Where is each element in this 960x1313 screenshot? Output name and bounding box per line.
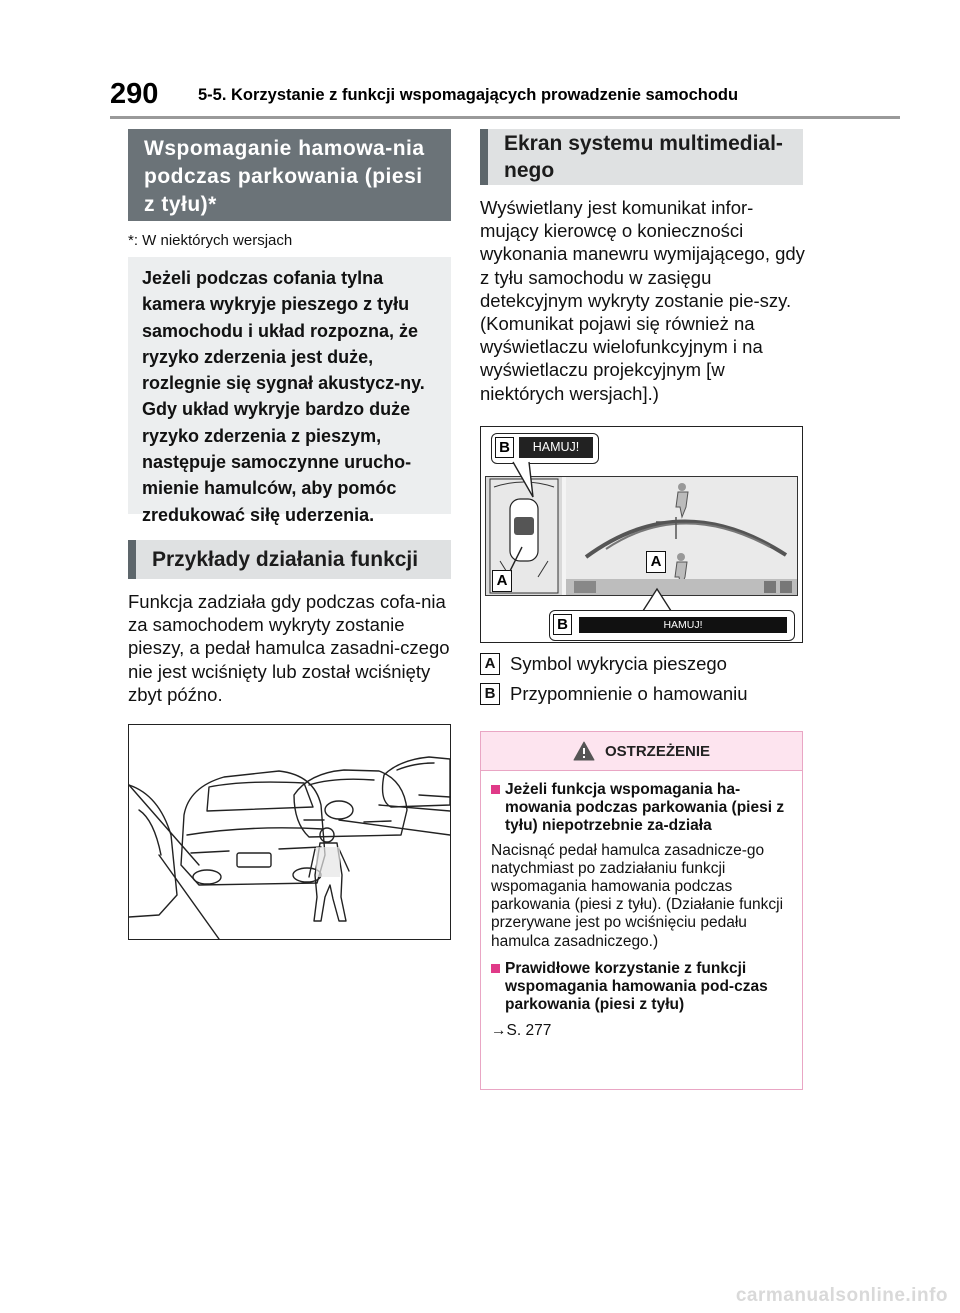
info-box: Jeżeli podczas cofania tylna kamera wykryje pieszego z tyłu samochodu i układ rozpozna, że ryzyko zderzenia jest duże, rozlegnie się sygnał akustycz-ny. Gdy układ wykryje bardzo duże ryzyko zderzenia z pieszym, następuje samoczynne urucho-mienie hamulców, aby pomóc zredukować siłę uderzenia. (128, 257, 451, 514)
legend-row-a (480, 653, 727, 675)
watermark: carmanualsonline.info (735, 1285, 948, 1306)
examples-text: Funkcja zadziała gdy podczas cofa-nia za samochodem wykryty zostanie pieszy, a pedał hamulca zasadni-czego nie jest wciśnięty lub został wciśnięty zbyt późno. (128, 591, 450, 705)
page-number: 290 (110, 78, 159, 110)
warning-box (480, 731, 803, 1090)
screen-description: Wyświetlany jest komunikat infor-mujący kierowcę o konieczności wykonania manewru wymijającego, gdy z tyłu samochodu w zasięgu detekcyjnym wykryty zostanie pie-szy. (Komunikat pojawi się również na wyświetlaczu wielofunkcyjnym i na wyświetlaczu projekcyjnym [w niektórych wersjach].) (480, 197, 805, 404)
warning-item-1 (491, 781, 790, 836)
marker-a-center: A (646, 551, 666, 573)
section-title-braking-assist: Wspomaganie hamowa-nia podczas parkowania (piesi z tyłu)* (128, 129, 451, 221)
warning-page-ref: →S. 277 (491, 1022, 552, 1040)
legend-text-b: Przypomnienie o hamowaniu (510, 683, 748, 704)
section-title-multimedia-screen: Ekran systemu multimedial-nego (480, 129, 803, 185)
marker-b-top: B (495, 437, 514, 458)
warning-title: OSTRZEŻENIE (604, 742, 710, 760)
parking-illustration (128, 724, 451, 940)
marker-a-left: A (492, 570, 512, 592)
marker-a-left-pointer (508, 545, 532, 575)
callout-top (491, 433, 599, 464)
footnote: *: W niektórych wersjach (128, 232, 293, 249)
multimedia-screen-illustration (480, 426, 803, 643)
warning-bullet-icon (491, 785, 500, 794)
hamuj-label-top: HAMUJ! (519, 437, 593, 458)
legend-row-b (480, 683, 748, 705)
warning-triangle-icon (573, 741, 595, 761)
legend-badge-b: B (480, 683, 500, 705)
warning-bullet-icon (491, 964, 500, 973)
callout-bottom (549, 610, 795, 641)
header-rule (110, 116, 900, 119)
warning-item-2 (491, 960, 790, 1015)
warning-item-1-text: Nacisnąć pedał hamulca zasadnicze-go natychmiast po zadziałaniu funkcji wspomagania hamowania podczas parkowania (piesi z tyłu). (Działanie funkcji przerywane jest po wciśnięciu pedału hamulca zasadniczego.) (491, 841, 784, 950)
warning-item-2-heading: Prawidłowe korzystanie z funkcji wspomagania hamowania pod-czas parkowania (piesi z tyłu) (505, 959, 768, 1014)
marker-b-bottom: B (553, 614, 572, 635)
legend-text-a: Symbol wykrycia pieszego (510, 653, 727, 674)
callout-top-pointer (511, 461, 551, 501)
parking-scene-drawing (129, 725, 450, 939)
legend-badge-a: A (480, 653, 500, 675)
section-title-examples: Przykłady działania funkcji (128, 540, 451, 579)
running-title: 5-5. Korzystanie z funkcji wspomagających prowadzenie samochodu (198, 86, 739, 104)
warning-item-1-heading: Jeżeli funkcja wspomagania ha-mowania podczas parkowania (piesi z tyłu) niepotrzebnie za-działa (505, 781, 785, 835)
warning-header (481, 732, 802, 771)
hamuj-label-bottom: HAMUJ! (579, 617, 787, 633)
